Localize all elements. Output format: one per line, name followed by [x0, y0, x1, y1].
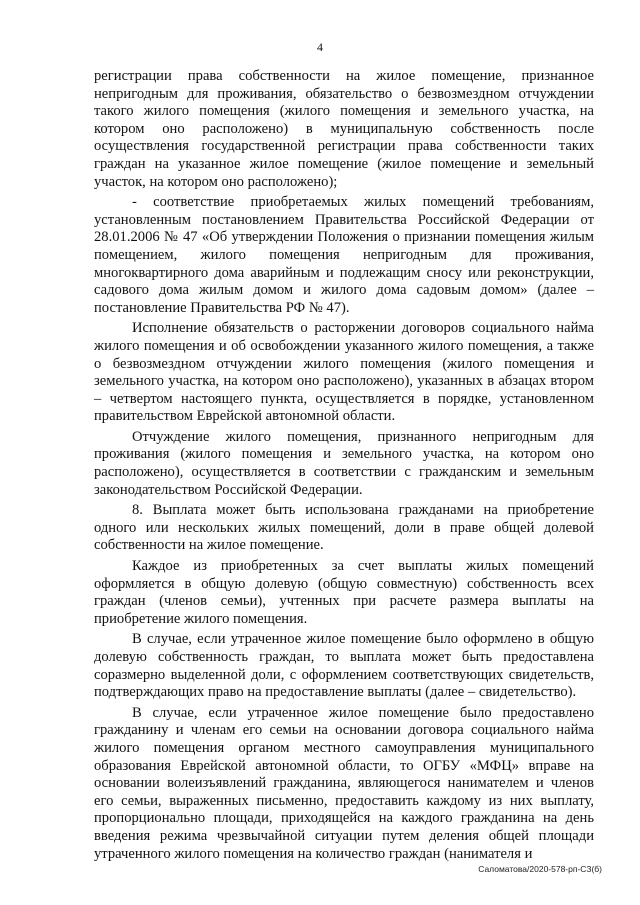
paragraph-ownership: Каждое из приобретенных за счет выплаты жилых помещений оформляется в общую долевую (общую совместную) собственность всех граждан (членов семьи), учтенных при расчете размера выплаты на приобретение жилого помещения.: [94, 558, 594, 627]
document-body: [94, 68, 594, 863]
paragraph-item-8: 8. Выплата может быть использована гражданами на приобретение одного или нескольких жилых помещений, доли в праве общей долевой собственности на жилое помещение.: [94, 502, 594, 554]
paragraph-continuation: регистрации права собственности на жилое помещение, признанное непригодным для проживания, обязательство о безвозмездном отчуждении такого жилого помещения (жилого помещения и земельного участка, на котором оно расположено) в муниципальную собственность после осуществления государственной регистрации права собственности таких граждан на указанное жилое помещение (жилое помещение и земельный участок, на котором оно расположено);: [94, 68, 594, 190]
paragraph-requirements: - соответствие приобретаемых жилых помещений требованиям, установленным постановлением Правительства Российской Федерации от 28.01.2006 № 47 «Об утверждении Положения о признании помещения жилым помещением, жилого помещения непригодным для проживания, многоквартирного дома аварийным и подлежащим сносу или реконструкции, садового дома жилым домом и жилого дома садовым домом» (далее – постановление Правительства РФ № 47).: [94, 194, 594, 316]
page-number: 4: [317, 40, 323, 54]
paragraph-alienation: Отчуждение жилого помещения, признанного непригодным для проживания (жилого помещения и земельного участка, на котором оно расположено), осуществляется в соответствии с гражданским и земельным законодательством Российской Федерации.: [94, 428, 594, 498]
footer-document-code: Саломатова/2020-578-рп-СЗ(б): [478, 864, 602, 874]
paragraph-social-lease: В случае, если утраченное жилое помещение было предоставлено гражданину и членам его семьи на основании договора социального найма жилого помещения органом местного самоуправления муниципального образования Еврейской автономной области, то ОГБУ «МФЦ» вправе на основании волеизъявлений гражданина, являющегося нанимателем и членов его семьи, выраженных письменно, предоставить каждому из них выплату, пропорционально площади, приходящейся на каждого гражданина на день введения режима чрезвычайной ситуации путем деления общей площади утраченного жилого помещения на количество граждан (нанимателя и: [94, 704, 594, 862]
paragraph-obligations: Исполнение обязательств о расторжении договоров социального найма жилого помещения и об освобождении указанного жилого помещения, а также о безвозмездном отчуждении жилого помещения (жилого помещения и земельного участка, на котором оно расположено), указанных в абзацах втором – четвертом настоящего пункта, осуществляется в порядке, установленном правительством Еврейской автономной области.: [94, 320, 594, 425]
paragraph-shared-ownership: В случае, если утраченное жилое помещение было оформлено в общую долевую собственность граждан, то выплата может быть предоставлена соразмерно выделенной доли, с оформлением соответствующих свидетельств, подтверждающих право на предоставление выплаты (далее – свидетельство).: [94, 631, 594, 701]
